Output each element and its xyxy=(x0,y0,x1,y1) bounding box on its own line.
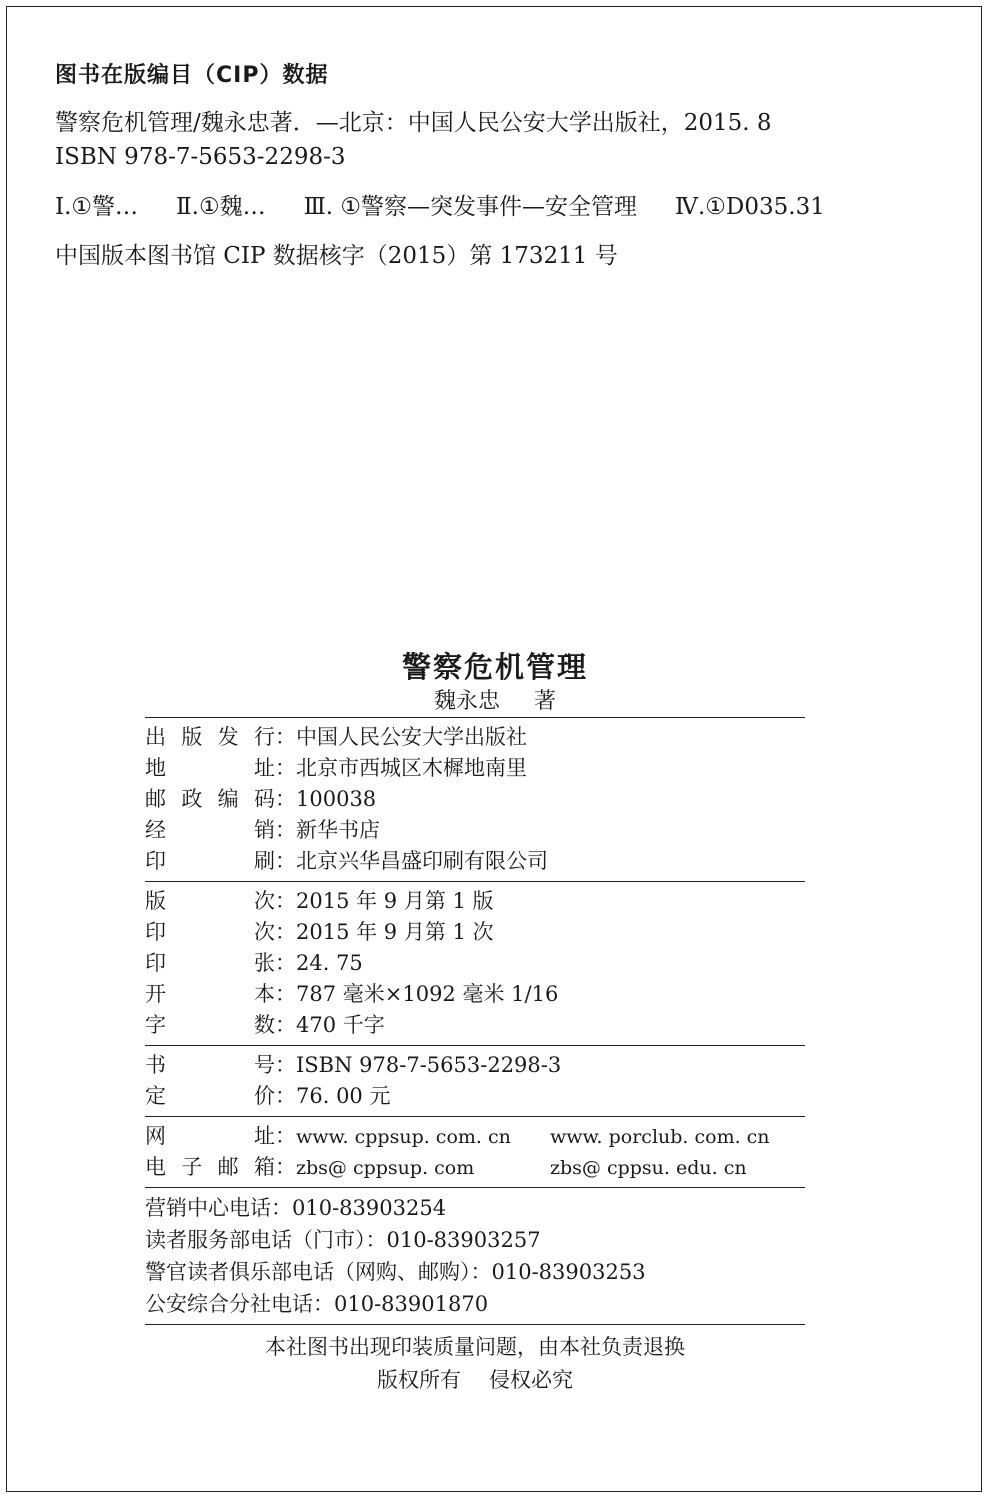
row-separator: ： xyxy=(275,889,296,913)
row-label: 电子邮箱 xyxy=(145,1155,275,1179)
phone-line: 公安综合分社电话：010-83901870 xyxy=(145,1292,489,1316)
row-separator: ： xyxy=(275,1053,296,1077)
colophon xyxy=(145,717,805,1397)
edition-section xyxy=(145,882,805,1045)
row-value: 北京市西城区木樨地南里 xyxy=(296,756,527,780)
cip-class-1: Ⅰ.①警… xyxy=(55,194,139,220)
row-value: 24. 75 xyxy=(296,951,363,975)
phones-section xyxy=(145,1188,805,1324)
publishing-section xyxy=(145,718,805,881)
book-author: 魏永忠 xyxy=(433,689,500,714)
cip-class-2: Ⅱ.①魏… xyxy=(176,194,266,220)
colophon-row xyxy=(145,886,805,917)
colophon-row xyxy=(145,948,805,979)
colophon-row xyxy=(145,753,805,784)
colophon-row xyxy=(145,722,805,753)
row-value: zbs@ cppsup. com xyxy=(296,1157,475,1179)
row-value: 470 千字 xyxy=(296,1013,385,1037)
row-value-secondary: zbs@ cppsu. edu. cn xyxy=(550,1157,747,1179)
phone-line: 警官读者俱乐部电话（网购、邮购）：010-83903253 xyxy=(145,1260,646,1284)
row-value: 2015 年 9 月第 1 版 xyxy=(296,889,494,913)
row-label: 出版发行 xyxy=(145,725,275,749)
cip-bibliographic-line: 警察危机管理/魏永忠著．—北京：中国人民公安大学出版社，2015. 8 xyxy=(55,110,772,136)
colophon-row xyxy=(145,1050,805,1081)
cip-class-4: Ⅳ.①D035.31 xyxy=(675,194,825,220)
colophon-row xyxy=(145,1121,805,1152)
colophon-row xyxy=(145,917,805,948)
row-label: 印张 xyxy=(145,951,275,975)
row-separator: ： xyxy=(275,1013,296,1037)
colophon-row xyxy=(145,1081,805,1112)
cip-classification xyxy=(55,188,825,221)
row-separator: ： xyxy=(275,951,296,975)
row-label: 印刷 xyxy=(145,849,275,873)
row-label: 版次 xyxy=(145,889,275,913)
cip-isbn: ISBN 978-7-5653-2298-3 xyxy=(55,144,346,170)
row-separator: ： xyxy=(275,818,296,842)
row-label: 邮政编码 xyxy=(145,787,275,811)
row-separator: ： xyxy=(275,756,296,780)
row-value: 北京兴华昌盛印刷有限公司 xyxy=(296,849,548,873)
row-label: 开本 xyxy=(145,982,275,1006)
row-separator: ： xyxy=(275,725,296,749)
row-label: 字数 xyxy=(145,1013,275,1037)
row-separator: ： xyxy=(275,787,296,811)
colophon-row xyxy=(145,979,805,1010)
cip-heading: 图书在版编目（CIP）数据 xyxy=(55,63,329,88)
quality-notice: 本社图书出现印装质量问题，由本社负责退换 xyxy=(265,1335,685,1359)
row-value-secondary: www. porclub. com. cn xyxy=(550,1126,770,1148)
colophon-row xyxy=(145,784,805,815)
colophon-row xyxy=(145,846,805,877)
online-section xyxy=(145,1117,805,1187)
cip-class-3: Ⅲ. ①警察—突发事件—安全管理 xyxy=(303,194,638,220)
row-separator: ： xyxy=(275,1155,296,1179)
row-value: 新华书店 xyxy=(296,818,380,842)
row-value: 中国人民公安大学出版社 xyxy=(296,725,527,749)
notice xyxy=(145,1325,805,1397)
row-label: 书号 xyxy=(145,1053,275,1077)
row-label: 网址 xyxy=(145,1124,275,1148)
row-label: 定价 xyxy=(145,1084,275,1108)
colophon-row xyxy=(145,815,805,846)
phone-line: 营销中心电话：010-83903254 xyxy=(145,1196,447,1220)
row-value: 76. 00 元 xyxy=(296,1084,391,1108)
row-label: 地址 xyxy=(145,756,275,780)
copyright-reserved: 版权所有 xyxy=(377,1368,461,1392)
row-value: ISBN 978-7-5653-2298-3 xyxy=(296,1053,562,1077)
row-value: www. cppsup. com. cn xyxy=(296,1126,511,1148)
colophon-row xyxy=(145,1010,805,1041)
book-title: 警察危机管理 xyxy=(401,650,588,684)
phone-line: 读者服务部电话（门市）：010-83903257 xyxy=(145,1228,541,1252)
identifiers-section xyxy=(145,1046,805,1116)
row-label: 经销 xyxy=(145,818,275,842)
colophon-row xyxy=(145,1152,805,1183)
row-separator: ： xyxy=(275,982,296,1006)
row-separator: ： xyxy=(275,920,296,944)
row-value: 2015 年 9 月第 1 次 xyxy=(296,920,494,944)
author-role: 著 xyxy=(534,689,557,714)
row-value: 787 毫米×1092 毫米 1/16 xyxy=(296,982,559,1006)
row-value: 100038 xyxy=(296,787,377,811)
row-separator: ： xyxy=(275,1124,296,1148)
cip-record-number: 中国版本图书馆 CIP 数据核字（2015）第 173211 号 xyxy=(55,243,618,269)
row-separator: ： xyxy=(275,849,296,873)
row-label: 印次 xyxy=(145,920,275,944)
row-separator: ： xyxy=(275,1084,296,1108)
book-author-line xyxy=(0,684,990,715)
copyright-notice xyxy=(145,1364,805,1397)
piracy-warning: 侵权必究 xyxy=(489,1368,573,1392)
